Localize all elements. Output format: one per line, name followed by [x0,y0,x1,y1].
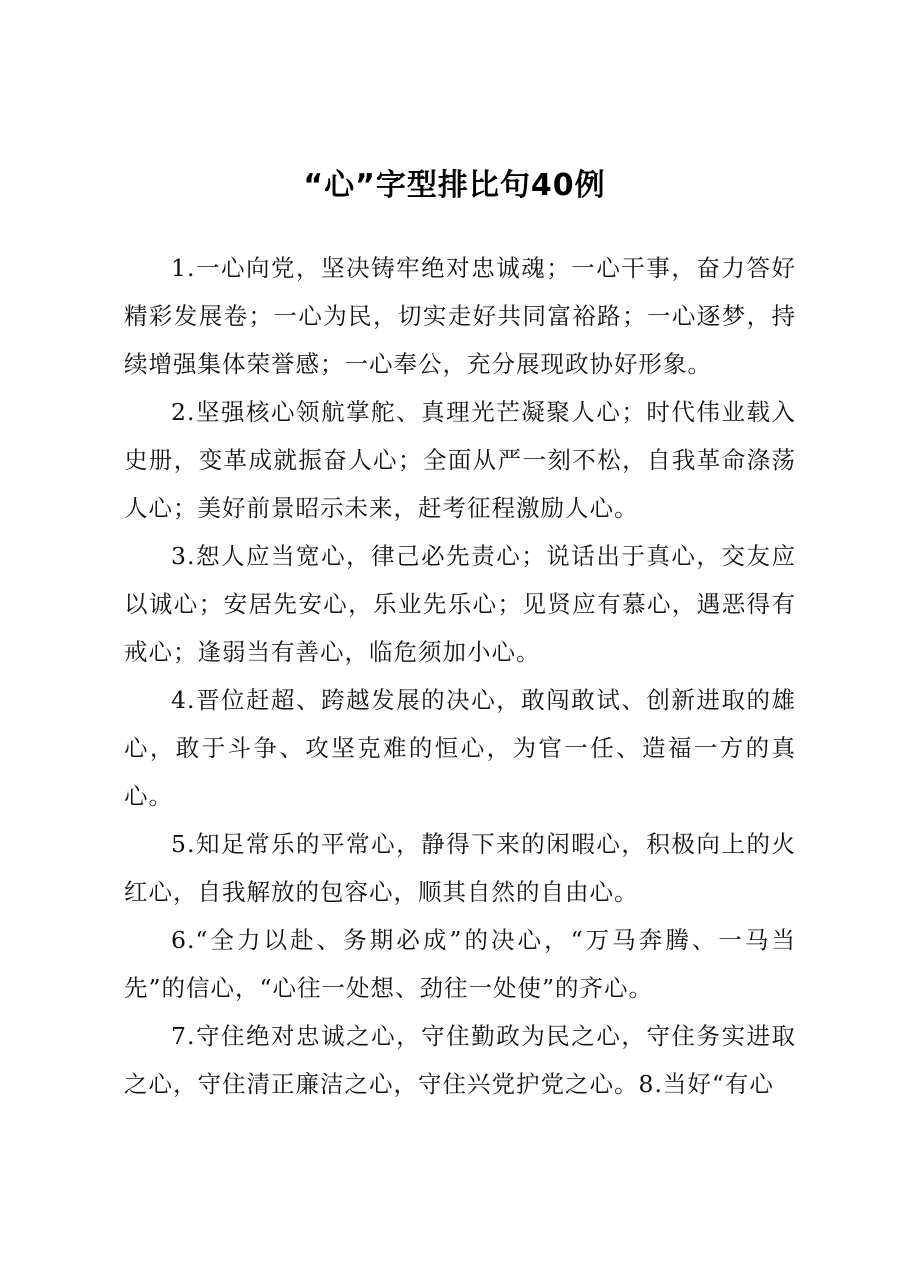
paragraph-1: 1.一心向党，坚决铸牢绝对忠诚魂；一心干事，奋力答好精彩发展卷；一心为民，切实走好共同富裕路；一心逐梦，持续增强集体荣誉感；一心奉公，充分展现政协好形象。 [124,254,796,378]
paragraph-6: 6.“全力以赴、务期必成”的决心，“万马奔腾、一马当先”的信心，“心往一处想、劲往一处使”的齐心。 [124,926,796,1002]
document-body [124,244,796,1108]
paragraph-3: 3.恕人应当宽心，律己必先责心；说话出于真心，交友应以诚心；安居先安心，乐业先乐心；见贤应有慕心，遇恶得有戒心；逢弱当有善心，临危须加小心。 [124,542,796,666]
paragraph-7: 7.守住绝对忠诚之心，守住勤政为民之心，守住务实进取之心，守住清正廉洁之心，守住兴党护党之心。8.当好“有心 [124,1022,796,1098]
paragraph-4: 4.晋位赶超、跨越发展的决心，敢闯敢试、创新进取的雄心，敢于斗争、攻坚克难的恒心，为官一任、造福一方的真心。 [124,686,796,810]
document-title: “心”字型排比句40例 [303,168,606,203]
paragraph-2: 2.坚强核心领航掌舵、真理光芒凝聚人心；时代伟业载入史册，变革成就振奋人心；全面从严一刻不松，自我革命涤荡人心；美好前景昭示未来，赶考征程激励人心。 [124,398,796,522]
paragraph-5: 5.知足常乐的平常心，静得下来的闲暇心，积极向上的火红心，自我解放的包容心，顺其自然的自由心。 [124,830,796,906]
